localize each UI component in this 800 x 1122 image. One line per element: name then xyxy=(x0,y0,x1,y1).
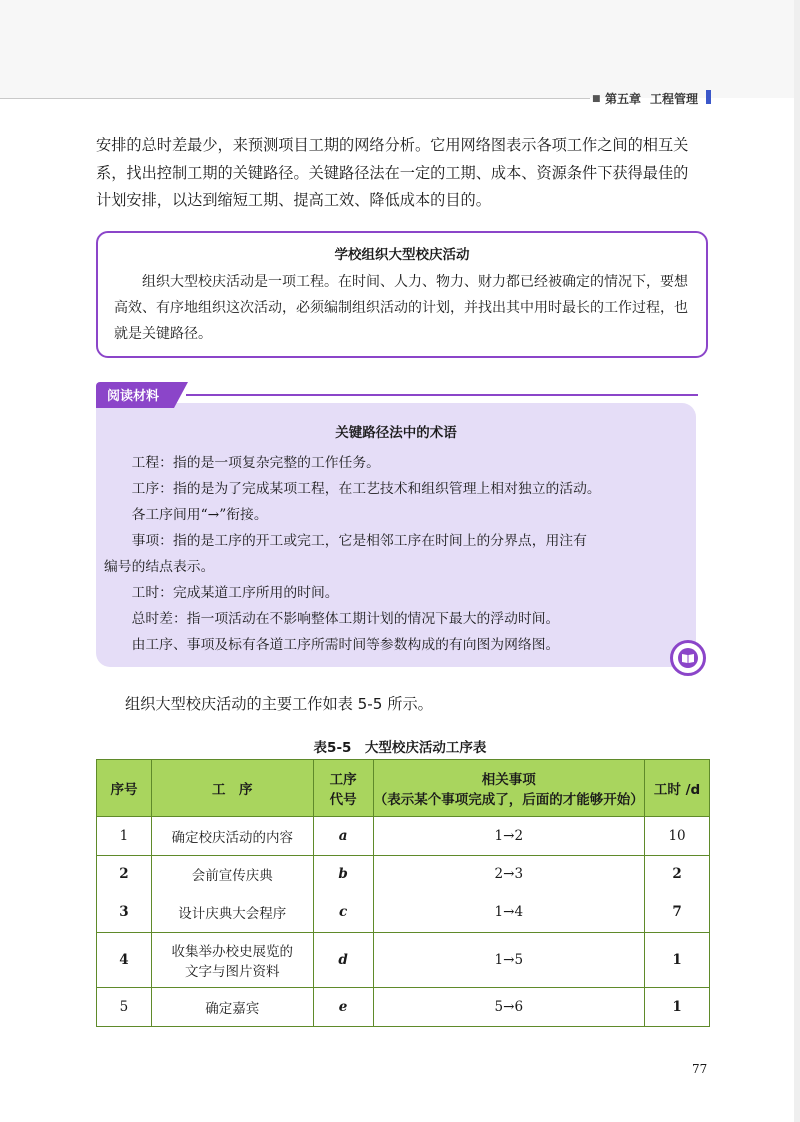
term-line: 工程：指的是一项复杂完整的工作任务。 xyxy=(131,455,380,471)
header-chapter: 第五章 xyxy=(605,92,642,106)
cell-seq: 4 xyxy=(97,933,152,988)
intro-paragraph xyxy=(96,132,714,215)
table-row xyxy=(97,817,710,856)
cell-event: 2→3 xyxy=(373,856,645,893)
header-hours: 工时 /d xyxy=(645,760,710,817)
cell-hours: 10 xyxy=(645,817,710,856)
case-box-title: 学校组织大型校庆活动 xyxy=(334,247,470,263)
cell-code: a xyxy=(313,817,373,856)
reading-tab-line xyxy=(186,394,698,396)
cell-process: 确定校庆活动的内容 xyxy=(151,817,313,856)
table-row xyxy=(97,856,710,893)
cell-hours: 7 xyxy=(645,892,710,933)
reading-tab-label: 阅读材料 xyxy=(107,389,160,404)
cell-hours: 1 xyxy=(645,933,710,988)
header-title: 工程管理 xyxy=(650,92,699,106)
header-rule xyxy=(0,98,590,99)
cell-process: 设计庆典大会程序 xyxy=(151,892,313,933)
cell-process: 收集举办校史展览的 文字与图片资料 xyxy=(151,933,313,988)
cell-seq: 1 xyxy=(97,817,152,856)
cell-seq: 2 xyxy=(97,856,152,893)
cell-code: e xyxy=(313,988,373,1027)
term-line: 编号的结点表示。 xyxy=(104,559,215,575)
term-line: 事项：指的是工序的开工或完工，它是相邻工序在时间上的分界点，用注有 xyxy=(131,533,587,549)
reading-body xyxy=(104,450,682,658)
cell-code: b xyxy=(313,856,373,893)
cell-hours: 1 xyxy=(645,988,710,1027)
cell-seq: 3 xyxy=(97,892,152,933)
table-intro-paragraph: 组织大型校庆活动的主要工作如表 5-5 所示。 xyxy=(125,695,433,713)
term-line: 各工序间用“→”衔接。 xyxy=(131,507,268,523)
book-badge xyxy=(670,640,706,676)
header-seq: 序号 xyxy=(97,760,152,817)
table-row xyxy=(97,892,710,933)
term-line: 工时：完成某道工序所用的时间。 xyxy=(131,585,339,601)
table-row xyxy=(97,933,710,988)
reading-title: 关键路径法中的术语 xyxy=(335,425,457,441)
cell-process: 会前宣传庆典 xyxy=(151,856,313,893)
cell-event: 5→6 xyxy=(373,988,645,1027)
term-line: 工序：指的是为了完成某项工程，在工艺技术和组织管理上相对独立的活动。 xyxy=(131,481,601,497)
table-row xyxy=(97,988,710,1027)
table-caption: 表5-5 大型校庆活动工序表 xyxy=(313,740,487,756)
cell-seq: 5 xyxy=(97,988,152,1027)
intro-line: 系，找出控制工期的关键路径。关键路径法在一定的工期、成本、资源条件下获得最佳的 xyxy=(96,163,689,182)
cell-event: 1→4 xyxy=(373,892,645,933)
table-header-row xyxy=(97,760,710,817)
header-event: 相关事项 （表示某个事项完成了，后面的才能够开始） xyxy=(373,760,645,817)
cell-code: d xyxy=(313,933,373,988)
case-box xyxy=(96,231,708,358)
page-edge-strip xyxy=(794,0,800,1122)
case-box-body xyxy=(114,269,692,347)
header-dot-icon: ■ xyxy=(592,94,601,104)
intro-line: 安排的总时差最少，来预测项目工期的网络分析。它用网络图表示各项工作之间的相互关 xyxy=(96,136,689,154)
header-code: 工序 代号 xyxy=(313,760,373,817)
cell-code: c xyxy=(313,892,373,933)
page-number: 77 xyxy=(692,1062,708,1076)
cell-event: 1→5 xyxy=(373,933,645,988)
cell-event: 1→2 xyxy=(373,817,645,856)
book-icon xyxy=(681,652,695,664)
intro-line: 计划安排，以达到缩短工期、提高工效、降低成本的目的。 xyxy=(96,191,491,209)
term-line: 由工序、事项及标有各道工序所需时间等参数构成的有向图为网络图。 xyxy=(131,637,560,653)
cell-process: 确定嘉宾 xyxy=(151,988,313,1027)
process-table xyxy=(96,759,710,1027)
term-line: 总时差：指一项活动在不影响整体工期计划的情况下最大的浮动时间。 xyxy=(131,611,560,627)
cell-hours: 2 xyxy=(645,856,710,893)
case-box-text: 组织大型校庆活动是一项工程。在时间、人力、物力、财力都已经被确定的情况下，要想高效、有序地组织这次活动，必须编制组织活动的计划，并找出其中用时最长的工作过程，也就是关键路径。 xyxy=(114,274,688,342)
page-header-band xyxy=(0,0,800,98)
header-accent-bar xyxy=(706,90,711,104)
header-process: 工 序 xyxy=(151,760,313,817)
